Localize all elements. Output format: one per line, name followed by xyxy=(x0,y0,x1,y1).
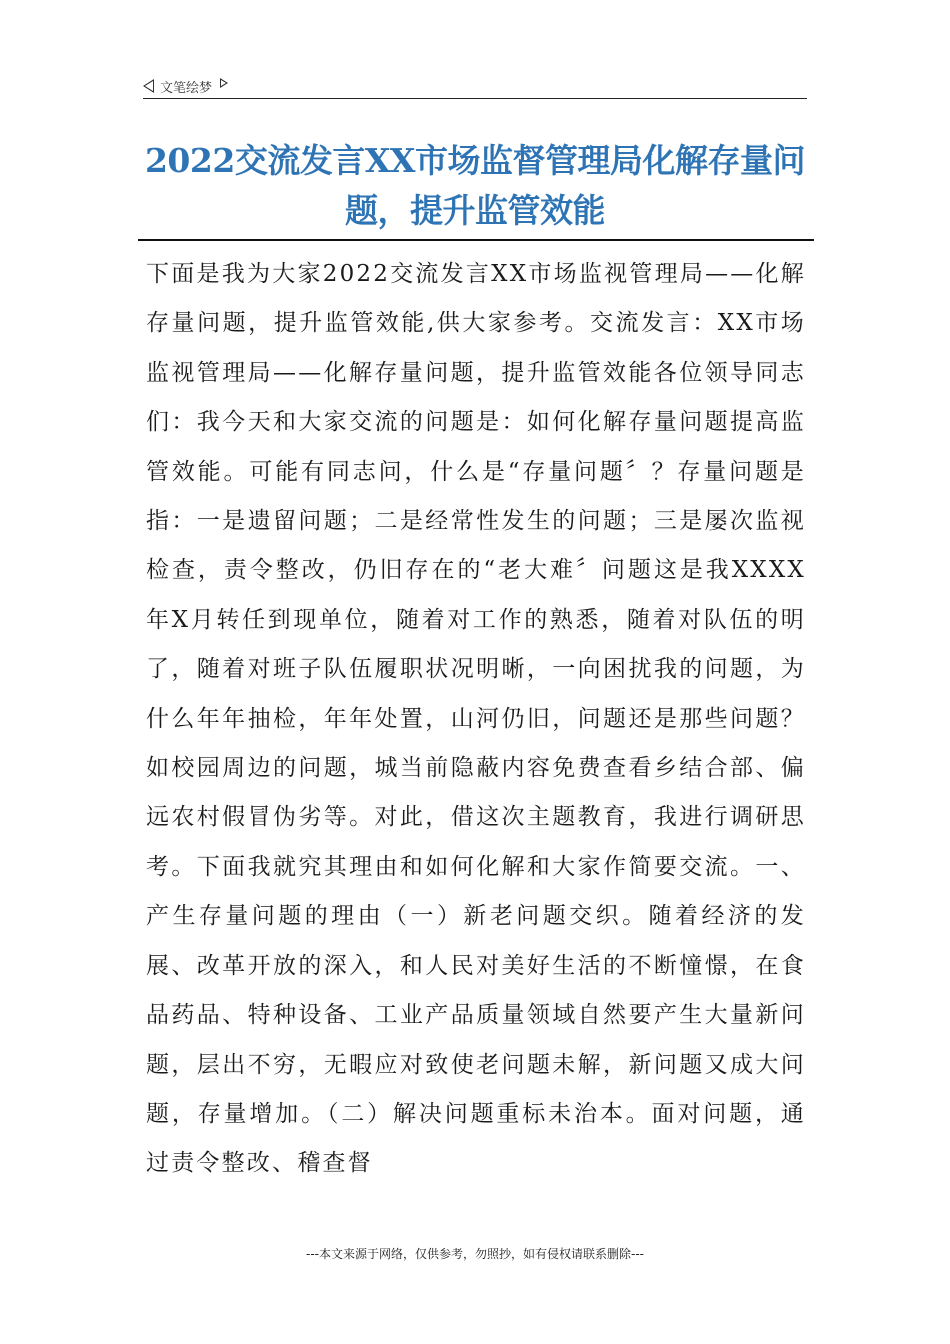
document-body: 下面是我为大家2022交流发言XX市场监视管理局——化解存量问题，提升监管效能,供大家参考。交流发言：XX市场监视管理局——化解存量问题，提升监管效能各位领导同志们：我今天和大家交流的问题是：如何化解存量问题提高监管效能。可能有同志问，什么是“存量问题〞？存量问题是指：一是遗留问题；二是经常性发生的问题；三是屡次监视检查，责令整改，仍旧存在的“老大难〞问题这是我XXXX年X月转任到现单位，随着对工作的熟悉，随着对队伍的明了，随着对班子队伍履职状况明晰，一向困扰我的问题，为什么年年抽检，年年处置，山河仍旧，问题还是那些问题？如校园周边的问题，城当前隐蔽内容免费查看乡结合部、偏远农村假冒伪劣等。对此，借这次主题教育，我进行调研思考。下面我就究其理由和如何化解和大家作简要交流。一、产生存量问题的理由（一）新老问题交织。随着经济的发展、改革开放的深入，和人民对美好生活的不断憧憬，在食品药品、特种设备、工业产品质量领域自然要产生大量新问题，层出不穷，无暇应对致使老问题未解，新问题又成大问题，存量增加。（二）解决问题重标未治本。面对问题，通过责令整改、稽查督 xyxy=(146,261,806,1177)
header-brand: 文笔绘梦 xyxy=(160,80,213,96)
triangle-left-icon xyxy=(143,79,154,93)
document-title: 2022交流发言XX市场监督管理局化解存量问题，提升监管效能 xyxy=(144,141,806,230)
title-divider xyxy=(138,239,814,241)
footer-notice: ---本文来源于网络，仅供参考，勿照抄，如有侵权请联系删除--- xyxy=(306,1247,644,1261)
page-header xyxy=(143,74,807,99)
triangle-right-icon xyxy=(220,78,228,88)
